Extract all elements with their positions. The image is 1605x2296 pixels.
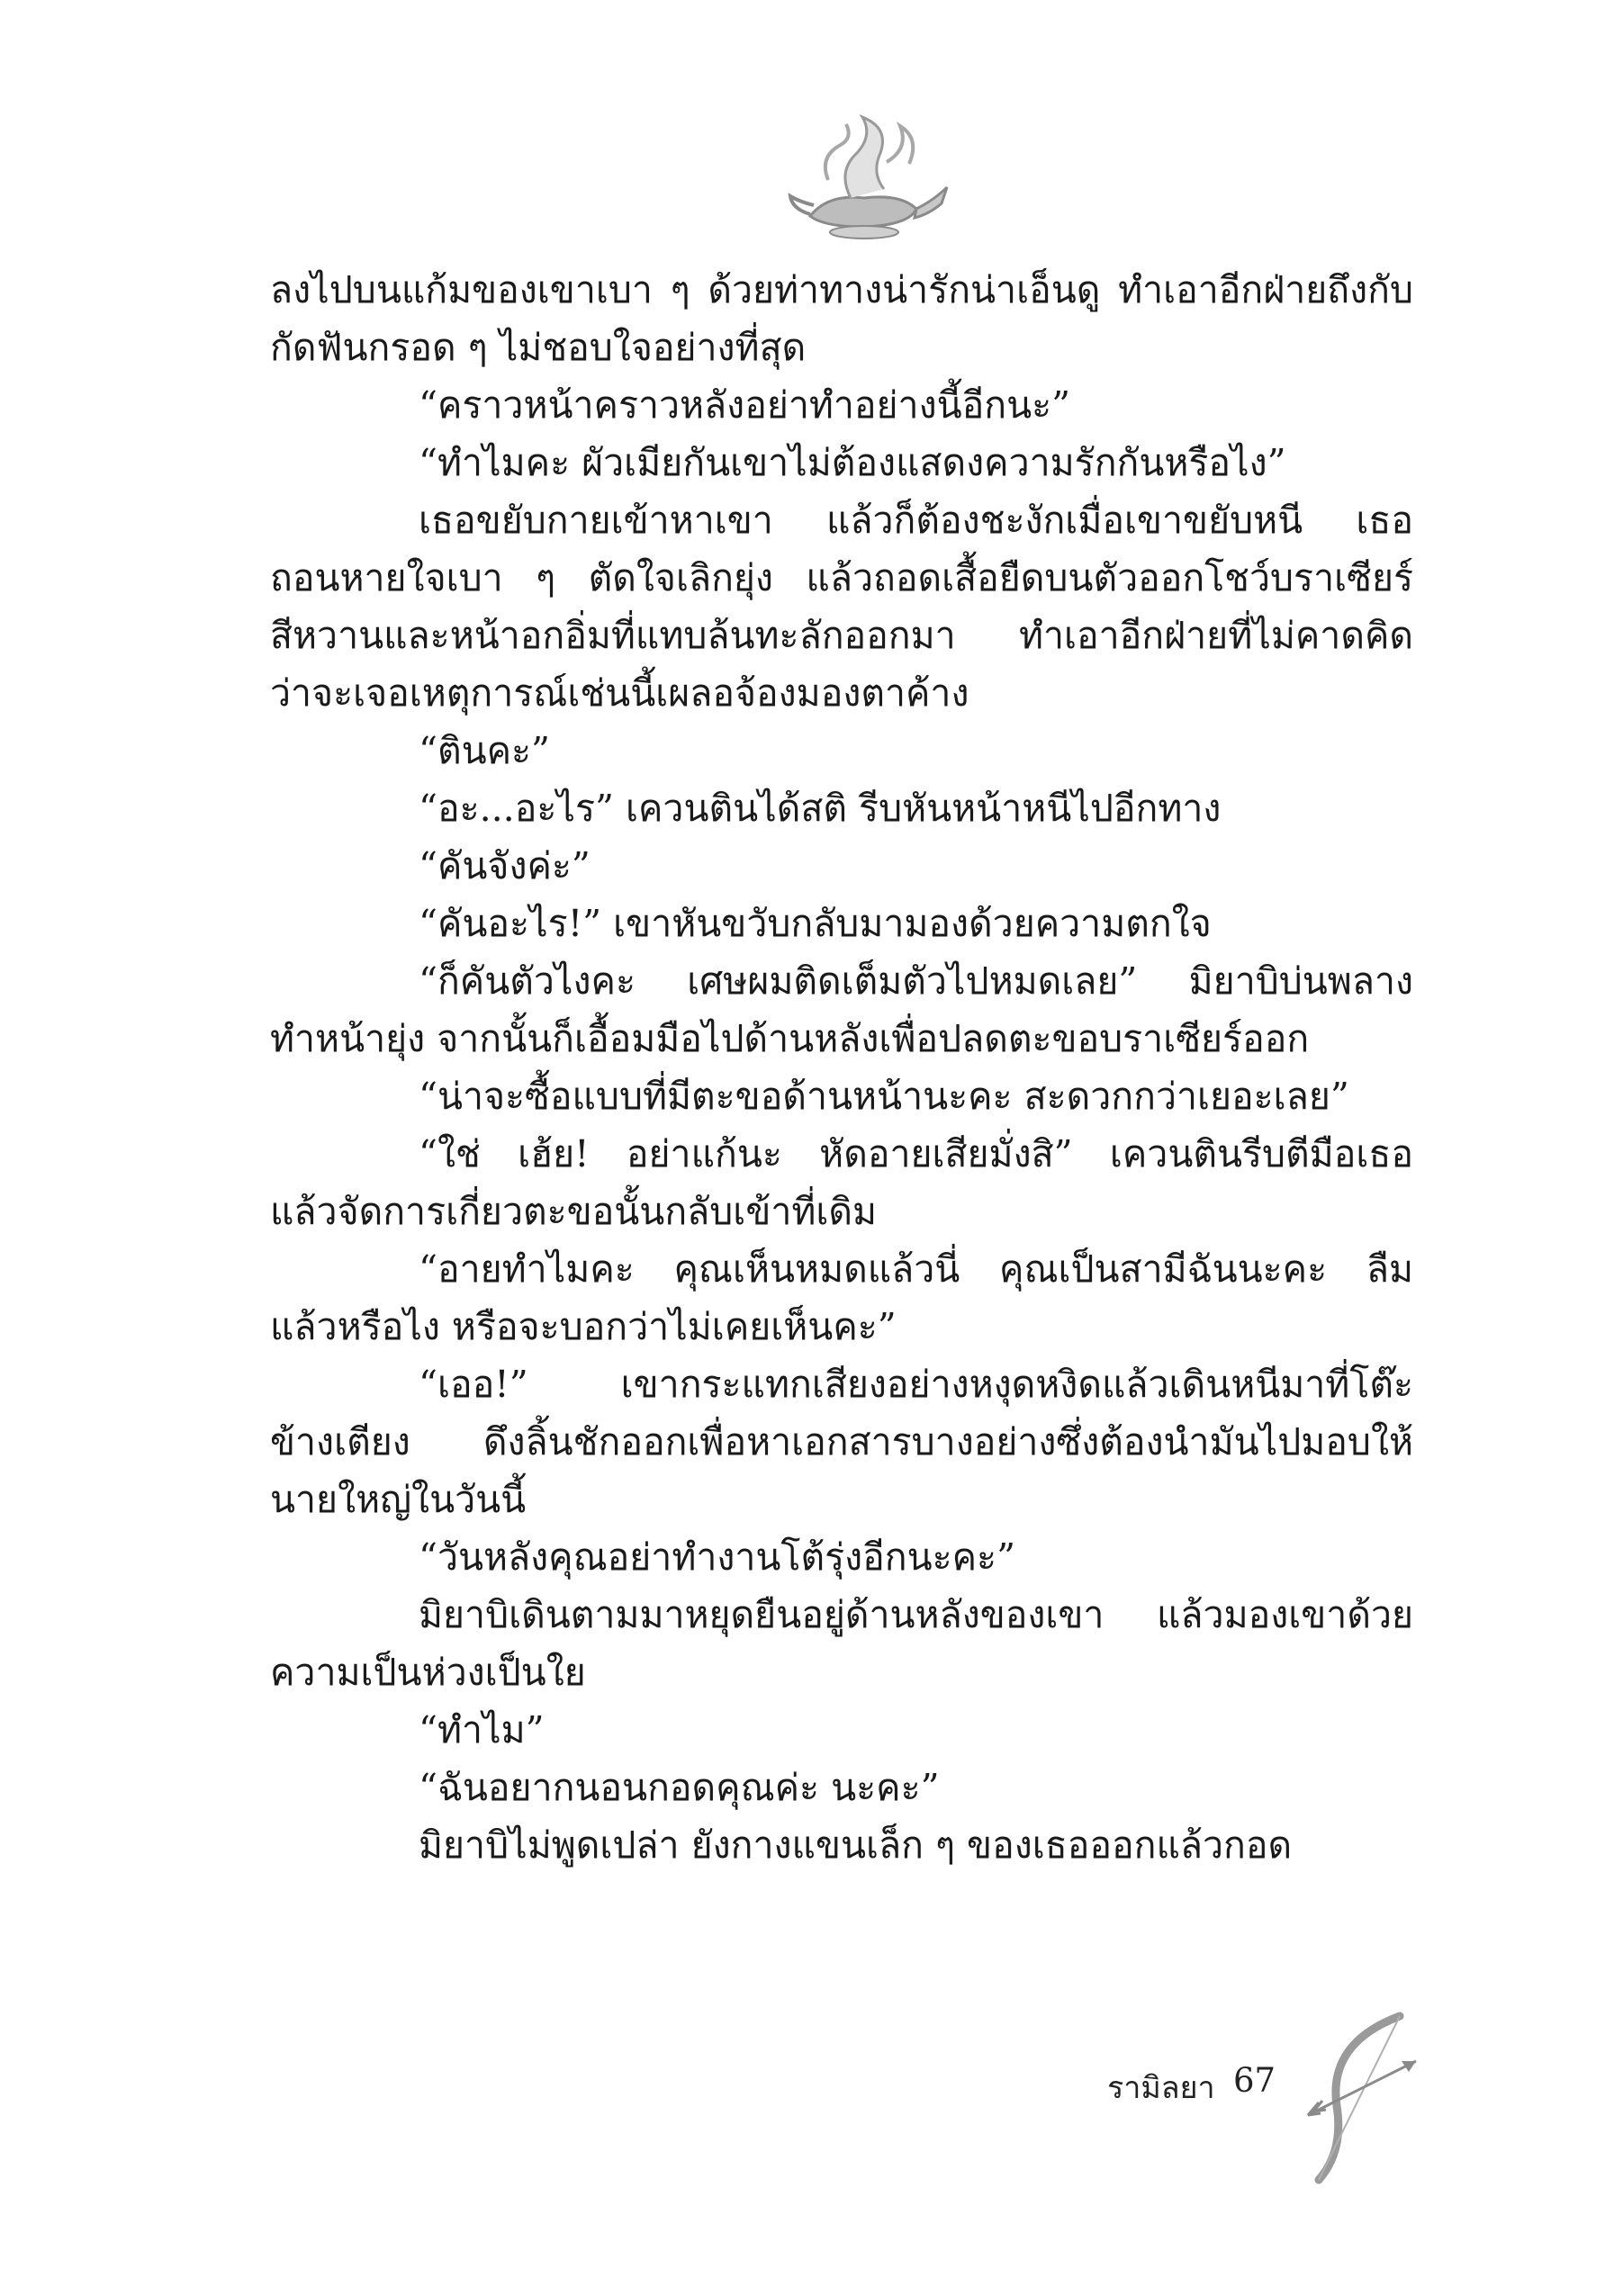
text-line: “ทำไม” [419,1708,545,1751]
paragraph [270,1701,1413,1759]
paragraph [270,779,1413,837]
book-title-footer: รามิลยา [1107,2070,1215,2106]
paragraph [270,1240,1413,1355]
page-number: 67 [1233,2061,1276,2100]
text-line: “น่าจะซื้อแบบที่มีตะขอด้านหน้านะคะ สะดวกกว่าเยอะเลย” [419,1075,1349,1118]
text-line: “เออ!” เขากระแทกเสียงอย่างหงุดหงิดแล้วเดินหนีมาที่โต๊ะ [419,1363,1413,1406]
text-line: “อะ...อะไร” เควนตินได้สติ รีบหันหน้าหนีไปอีกทาง [419,787,1222,830]
text-line: สีหวานและหน้าอกอิ่มที่แทบล้นทะลักออกมา ทำเอาอีกฝ่ายที่ไม่คาดคิด [270,614,1413,657]
paragraph [270,1586,1413,1701]
text-line: ข้างเตียง ดึงลิ้นชักออกเพื่อหาเอกสารบางอย่างซึ่งต้องนำมันไปมอบให้ [270,1420,1413,1463]
paragraph [270,1067,1413,1125]
paragraph [270,895,1413,952]
text-line: “ฉันอยากนอนกอดคุณค่ะ นะคะ” [419,1766,940,1809]
paragraph [270,1759,1413,1816]
text-line: “คราวหน้าคราวหลังอย่าทำอย่างนี้อีกนะ” [419,383,1071,427]
paragraph [270,722,1413,779]
text-line: “คันอะไร!” เขาหันขวับกลับมามองด้วยความตกใจ [419,902,1212,945]
text-line: “ทำไมคะ ผัวเมียกันเขาไม่ต้องแสดงความรักกันหรือไง” [419,441,1286,484]
text-line: กัดฟันกรอด ๆ ไม่ชอบใจอย่างที่สุด [270,326,807,369]
text-line: “ใช่ เฮ้ย! อย่าแก้นะ หัดอายเสียมั่งสิ” เควนตินรีบตีมือเธอ [419,1132,1413,1175]
text-line: ความเป็นห่วงเป็นใย [270,1651,586,1694]
paragraph [270,1528,1413,1586]
bow-and-arrow-ornament-icon [1301,2007,1427,2187]
paragraph [270,261,1413,376]
text-line: แล้วจัดการเกี่ยวตะขอนั้นกลับเข้าที่เดิม [270,1190,878,1233]
text-line: “ก็คันตัวไงคะ เศษผมติดเต็มตัวไปหมดเลย” มิยาบิบ่นพลาง [419,959,1413,1003]
paragraph [270,952,1413,1067]
text-line: “คันจังค่ะ” [419,844,591,887]
paragraph [270,376,1413,434]
text-line: เธอขยับกายเข้าหาเขา แล้วก็ต้องชะงักเมื่อเขาขยับหนี เธอ [419,499,1413,542]
paragraph [270,1355,1413,1528]
paragraph [270,837,1413,895]
magic-lamp-ornament-icon [774,108,954,243]
text-line: แล้วหรือไง หรือจะบอกว่าไม่เคยเห็นคะ” [270,1305,897,1348]
paragraph [270,1816,1413,1874]
text-line: ลงไปบนแก้มของเขาเบา ๆ ด้วยท่าทางน่ารักน่าเอ็นดู ทำเอาอีกฝ่ายถึงกับ [270,268,1413,311]
text-line: นายใหญ่ในวันนี้ [270,1478,527,1521]
text-line: ถอนหายใจเบา ๆ ตัดใจเลิกยุ่ง แล้วถอดเสื้อยืดบนตัวออกโชว์บราเซียร์ [270,556,1413,599]
text-line: มิยาบิเดินตามมาหยุดยืนอยู่ด้านหลังของเขา แล้วมองเขาด้วย [419,1593,1413,1636]
text-line: มิยาบิไม่พูดเปล่า ยังกางแขนเล็ก ๆ ของเธอออกแล้วกอด [419,1823,1293,1867]
text-line: ว่าจะเจอเหตุการณ์เช่นนี้เผลอจ้องมองตาค้าง [270,671,969,715]
text-line: “วันหลังคุณอย่าทำงานโต้รุ่งอีกนะคะ” [419,1535,1016,1579]
text-line: ทำหน้ายุ่ง จากนั้นก็เอื้อมมือไปด้านหลังเพื่อปลดตะขอบราเซียร์ออก [270,1017,1310,1060]
text-line: “ตินคะ” [419,729,551,772]
body-text [270,261,1413,1874]
paragraph [270,434,1413,491]
paragraph [270,491,1413,722]
text-line: “อายทำไมคะ คุณเห็นหมดแล้วนี่ คุณเป็นสามีฉันนะคะ ลืม [419,1247,1413,1291]
paragraph [270,1125,1413,1240]
